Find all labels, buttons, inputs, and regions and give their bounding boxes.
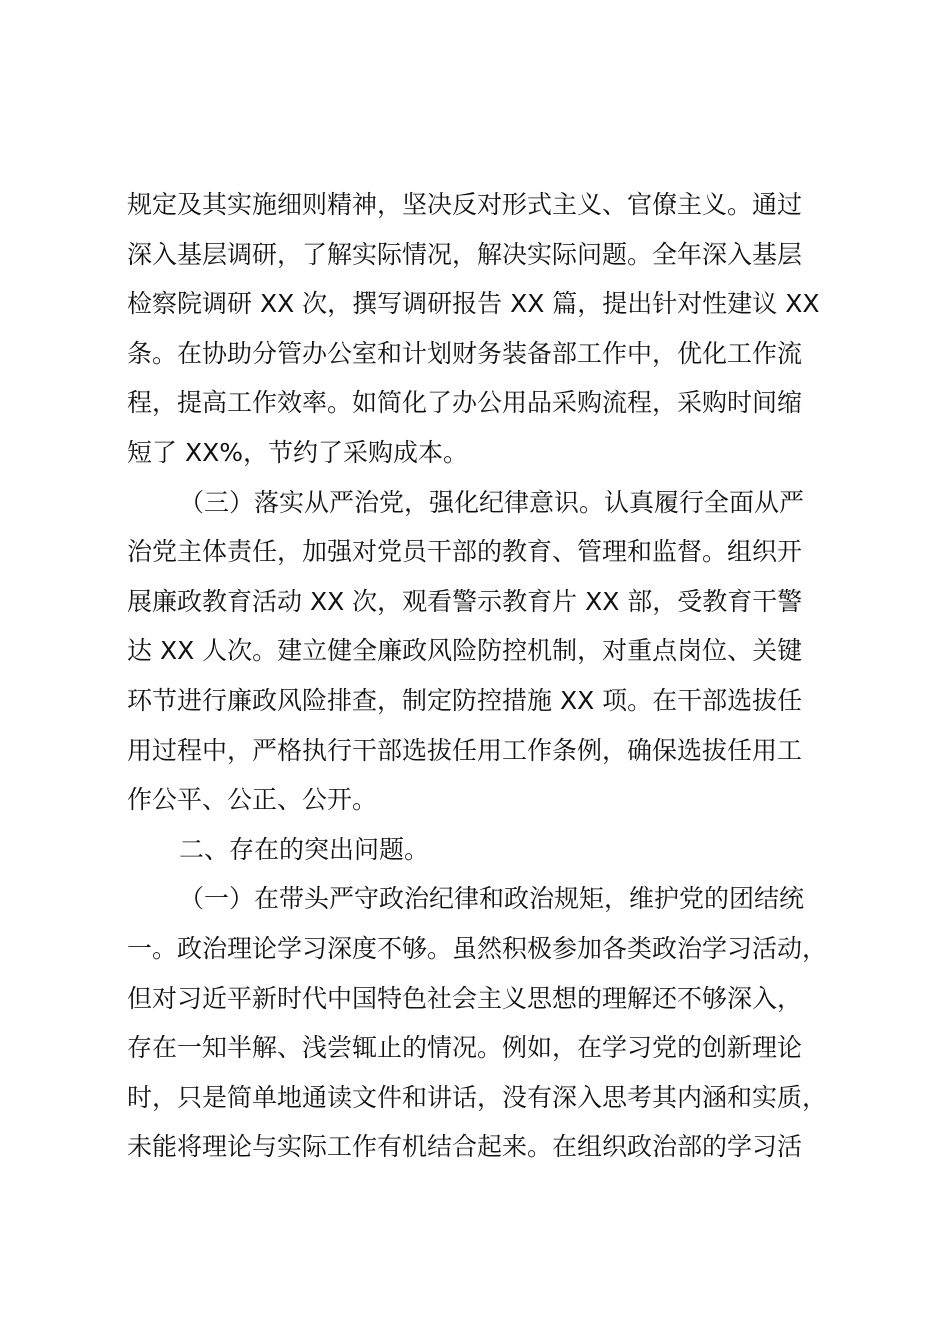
text-line: 环节进行廉政风险排查，制定防控措施 XX 项。在干部选拔任	[127, 685, 803, 715]
text-line: 时，只是简单地通读文件和讲话，没有深入思考其内涵和实质，	[127, 1082, 828, 1112]
text-line: 条。在协助分管办公室和计划财务装备部工作中，优化工作流	[127, 338, 803, 368]
text-line: 一。政治理论学习深度不够。虽然积极参加各类政治学习活动，	[127, 933, 828, 963]
section-heading-line: （三）落实从严治党，强化纪律意识。认真履行全面从严	[179, 487, 805, 517]
text-line: 规定及其实施细则精神，坚决反对形式主义、官僚主义。通过	[127, 190, 803, 219]
text-line: 短了 XX%，节约了采购成本。	[127, 437, 468, 467]
text-line: 未能将理论与实际工作有机结合起来。在组织政治部的学习活	[127, 1132, 803, 1162]
section-heading-line: （一）在带头严守政治纪律和政治规矩，维护党的团结统	[179, 884, 805, 914]
text-line: 展廉政教育活动 XX 次，观看警示教育片 XX 部，受教育干警	[127, 586, 803, 616]
text-line: 达 XX 人次。建立健全廉政风险防控机制，对重点岗位、关键	[127, 636, 803, 666]
text-line: 深入基层调研，了解实际情况，解决实际问题。全年深入基层	[127, 239, 803, 269]
section-heading: 二、存在的突出问题。	[179, 834, 430, 864]
text-line: 存在一知半解、浅尝辄止的情况。例如，在学习党的创新理论	[127, 1033, 803, 1063]
text-line: 治党主体责任，加强对党员干部的教育、管理和监督。组织开	[127, 537, 803, 567]
text-line: 程，提高工作效率。如简化了办公用品采购流程，采购时间缩	[127, 388, 803, 418]
text-line: 用过程中，严格执行干部选拔任用工作条例，确保选拔任用工	[127, 735, 803, 765]
text-line: 作公平、公正、公开。	[127, 785, 378, 815]
text-line: 但对习近平新时代中国特色社会主义思想的理解还不够深入，	[127, 983, 803, 1013]
body-text	[127, 180, 842, 1172]
text-line: 检察院调研 XX 次，撰写调研报告 XX 篇，提出针对性建议 XX	[127, 289, 820, 319]
